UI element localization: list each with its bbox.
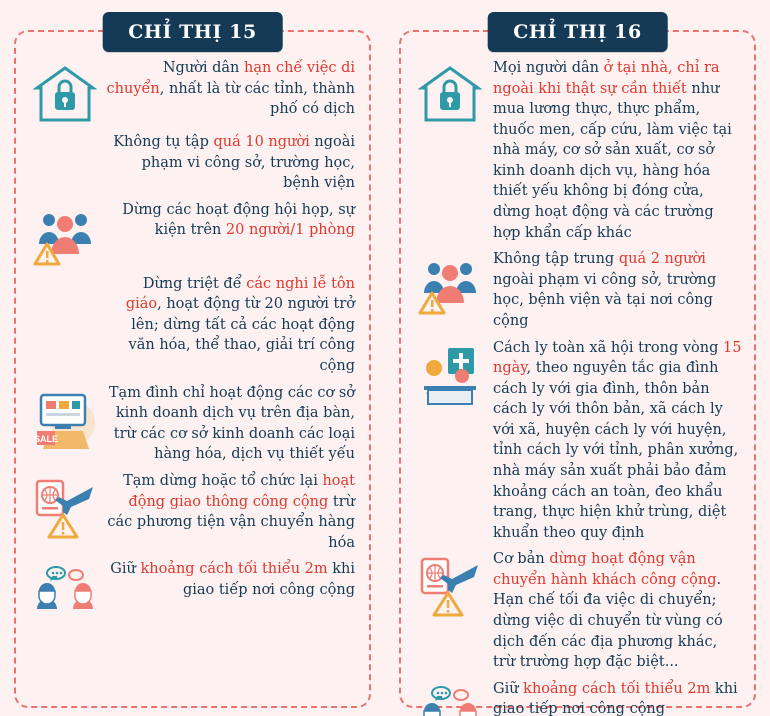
column-15-frame [14,21,371,708]
body-text: khi giao tiếp nơi công cộng [182,561,355,598]
guideline-row [411,58,744,243]
guideline-icon-cell [411,58,489,126]
column-directive-16 [385,0,770,716]
highlight-text: các nghi lễ tôn giáo [125,275,355,313]
guideline-row [26,559,359,627]
highlight-text: quá 10 người [213,134,310,150]
highlight-text: dừng hoạt động vận chuyển hành khách công cộng [493,551,717,588]
body-text: , nhất là từ các tỉnh, thành phố có dịch [159,80,355,118]
body-text: Người dân [162,60,245,76]
guideline-icon-cell [411,679,489,716]
guideline-text [104,58,359,120]
highlight-text: ở tại nhà, chỉ ra ngoài khi thật sự cần thiết [493,60,720,97]
body-text: Mọi người dân [493,60,604,76]
guideline-row [26,58,359,126]
distance-people-icon [418,683,482,716]
guideline-text [104,471,359,553]
highlight-text: 15 ngày [493,339,742,377]
guideline-text [104,274,359,377]
guideline-text [489,549,744,672]
guideline-text [104,200,359,241]
travel-warning-icon [33,475,97,539]
body-text: Tạm đình chỉ hoạt động các cơ sở kinh doanh dịch vụ trên địa bàn, trừ các cơ sở kinh doanh các loại hàng hóa, dịch vụ thiết yếu [108,384,355,463]
guideline-icon-cell [411,249,489,317]
body-text: . Hạn chế tối đa việc di chuyển; dừng việc di chuyển từ vùng có dịch đến các địa phương khác, trừ trường hợp đặc biệt... [493,571,723,671]
guideline-row [411,679,744,716]
guideline-text [104,383,359,465]
guideline-icon-cell [26,132,104,137]
body-text: ngoài phạm vi công sở, trường học, bệnh viện và tại nơi công cộng [493,271,717,329]
highlight-text: hoạt động giao thông công cộng [128,472,355,510]
highlight-text: khoảng cách tối thiểu 2m [523,680,711,697]
body-text: Cách ly toàn xã hội trong vòng [493,339,724,356]
guideline-icon-cell [26,58,104,126]
guideline-row [26,200,359,268]
guideline-icon-cell [26,200,104,268]
body-text: Không tụ tập [113,134,214,150]
guideline-icon-cell [411,549,489,617]
highlight-text: khoảng cách tối thiểu 2m [140,561,328,578]
column-15-title: CHỈ THỊ 15 [102,12,283,52]
guideline-row [411,549,744,672]
column-16-frame [399,21,756,716]
guideline-row [26,132,359,194]
guideline-text [489,249,744,331]
shop-sale-icon [33,387,97,451]
highlight-text: quá 2 người [618,251,706,268]
body-text: Giữ [493,680,524,697]
house-lock-icon [33,62,97,126]
guideline-icon-cell [26,383,104,451]
guideline-row [26,471,359,553]
body-text: như mua lương thực, thực phẩm, thuốc men, cấp cứu, làm việc tại nhà máy, cơ sở sản xuất, cơ sở kinh doanh dịch vụ, hàng hóa thiết yếu không bị đóng cửa, dừng hoạt động và các trường hợp khẩn cấp khác [493,80,732,241]
people-warning-icon [418,253,482,317]
guideline-icon-cell [26,559,104,627]
highlight-text: 20 người/1 phòng [225,222,355,239]
guideline-row [26,383,359,465]
guideline-row [411,338,744,544]
svg-text:SALE: SALE [33,433,59,444]
distance-people-icon [33,563,97,627]
body-text: khi giao tiếp nơi công cộng [493,680,738,716]
body-text: , hoạt động từ 20 người trở lên; dừng tất cả các hoạt động văn hóa, thể thao, giải trí công cộng [128,296,355,375]
body-text: Cơ bản [493,551,550,568]
column-16-title: CHỈ THỊ 16 [487,12,668,52]
clinic-isolation-icon [418,342,482,406]
body-text: Giữ [110,561,141,578]
body-text: Dừng các hoạt động hội họp, sự kiện trên [122,201,355,239]
people-warning-icon [33,204,97,268]
body-text: Không tập trung [493,251,619,268]
house-lock-icon [418,62,482,126]
body-text: Tạm dừng hoặc tổ chức lại [123,472,323,489]
guideline-row [411,249,744,331]
guideline-row [26,274,359,377]
guideline-icon-cell [411,338,489,406]
guideline-icon-cell [26,274,104,279]
body-text: trừ các phương tiện vận chuyển hàng hóa [107,493,355,551]
guideline-icon-cell [26,471,104,539]
body-text: , theo nguyên tắc gia đình cách ly với gia đình, thôn bản cách ly với thôn bản, xã cách ly với xã, huyện cách ly với huyện, tỉnh cách ly với tỉnh, phân xưởng, nhà máy sản xuất phải bảo đảm khoảng cách an toàn, đeo khẩu trang, thực hiện khử trùng, diệt khuẩn theo quy định [493,360,739,541]
body-text: ngoài phạm vi công sở, trường học, bệnh viện [141,134,355,192]
guideline-text [489,679,744,716]
travel-warning-icon [418,553,482,617]
guideline-text [104,559,359,600]
guideline-text [104,132,359,194]
guideline-text [489,58,744,243]
column-16-rows [411,58,744,716]
column-15-rows [26,58,359,633]
body-text: Dừng triệt để [142,275,247,292]
guideline-text [489,338,744,544]
highlight-text: hạn chế việc di chuyển [106,60,355,97]
